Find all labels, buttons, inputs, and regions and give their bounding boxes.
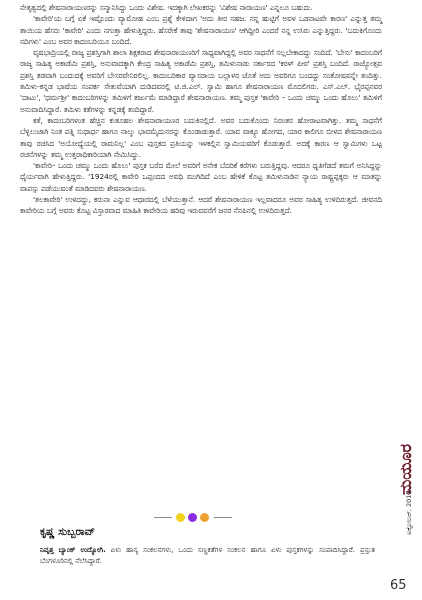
section-divider (154, 510, 244, 524)
divider-line-left (154, 517, 172, 518)
orange-dot-icon (200, 513, 209, 522)
paragraph-4: ಕತೆ, ಕಾದಂಬರಿಗಳಂತ ಹೆಚ್ಚಿನ ಕುತೂಹಲ ಶೇಷನಾರಾಯಣರ ಬದುಕಿನಲ್ಲಿದೆ. ಅವರ ಬದುಕೊಂದು ನಿರಂತರ ಹೋರಾಟವಾಗಿತ್ತು. ತಮ್ಮ ಸಾಧನೆಗೆ ಬೆಳ್ಳಿಲುಜಾಗಿ ನಿಂತ ಪತ್ನಿ ಸುಧಾರ್ಧ ಹಾಗೂ ನಾಲ್ಕು ಭಾವಮೈದುನರನ್ನು ಕೊಂಡಾಡುತ್ತಾರೆ. ಯಾವ ವಾಕ್ಯೂ ಹೋಗದ, ಯಾರ ಕಾಲಿಗೂ ಬೀಳದ ಶೇಷನಾರಾಯಣ ತಾವು ರಚಿಸಿದ 'ಅಯೋಧ್ಯೆಯಲ್ಲಿ ರಾಮನಿಲ್ಲ' ಎಂಬ ಪುಸ್ತಕದ ಪ್ರತಿಯನ್ನು ಇಳಕಲ್ಲಿನ ಸ್ವಾಮಿಯವರಿಗೆ ಕೊಡುತ್ತಾರೆ. ಅದಕ್ಕೆ ಕಾರಣ ಆ ಸ್ವಾಮಿಗಳು ಒಟ್ಟ ರಚನೆಗಳನ್ನು ತಮ್ಮ ಉತ್ತರಾಧಿಕಾರಿಯಾಗಿ ನೇಮಿಸಿದ್ದು. (20, 115, 382, 159)
author-bio (40, 545, 375, 567)
author-bio-lead: ನಿವೃತ್ತ ಬ್ಯಾಂಕ್ ಉದ್ಯೋಗಿ. (40, 546, 106, 554)
page-number: 65 (390, 578, 407, 593)
paragraph-1: ನೇತೃತ್ವದಲ್ಲಿ ಶೇಷನಾರಾಯಣರನ್ನು ಸನ್ಮಾನಿಸಿದ್ದು ಒಂದು ವಿಶೇಷ. ಇದಕ್ಕಾಗಿ ಲೇಖಕರನ್ನು 'ವಿಶೇಷ ನಾರಾಯಣ' ಎನ್ನಲೂ ಬಹುದು. (20, 3, 313, 12)
paragraph-5: 'ಕಾವೇರಿ– ಒಂದು ಚಮ್ಮು ಒಂದು ಹೊಲು' ಪುಸ್ತಕ ಬರೆದ ಮೇಲೆ ಅವರಿಗೆ ಅನೇಕ ಬೆದರಿಕೆ ಕರೆಗಳು ಬರುತ್ತಿದ್ದವು. ಆದರೂ ಧೃತಿಗೆಡದೆ ತಮಗೆ ಅನಿಸಿದ್ದನ್ನು ಧೈರ್ಯವಾಗಿ ಹೇಳುತ್ತಿದ್ದರು. '1924ರಲ್ಲಿ ಕಾವೇರಿ ಒಪ್ಪಂದದ ಅವಧಿ ಮುಗಿದಿದೆ ಎಂಬ ಹೇಳಿಕೆ ಕೊಟ್ಟ ತಮಿಳುನಾಡಿನ ನ್ಯಾಯ ರಾಷ್ಟ್ರಪ್ಪಕ್ಕರು ಆ ಮಾತನ್ನು ವಾಪಸ್ಸು ಪಡೆಯುವಂತೆ ಮಾಡಿದವರು ಶೇಷನಾರಾಯಣ. (20, 161, 382, 193)
magazine-masthead: ಮಯೂರ (396, 443, 415, 495)
yellow-dot-icon (176, 513, 185, 522)
author-name: ಕೃಷ್ಣ ಸುಬ್ಬರಾವ್ (40, 526, 95, 538)
issue-date: ಅಕ್ಟೋಬರ್, 2019 (405, 490, 413, 535)
purple-dot-icon (188, 513, 197, 522)
paragraph-2: 'ಕಾವೇರಿ'ಯ ಬಗ್ಗೆ ಏಕೆ ಇಷ್ಟೊಂದು ವ್ಯಾಮೋಹ ಎಂಬ ಪ್ರಶ್ನೆ ಕೇಳಿದಾಗ 'ಅದು ತೀರ ಸಹಜ. ನನ್ನ ಹುಟ್ಟಿಗೆ ಅವಳ ಒಡನಾಟವೇ ಕಾರಣ' ಎನ್ನುತ್ತ ತಮ್ಮ ತಾಯಿಯ ಹೆಸರು 'ಕಾವೇರಿ' ಎಂದು ನಗುತ್ತಾ ಹೇಳುತ್ತಿದ್ದರು. ಹೆಸರೇಕೆ ತಾವು 'ಶೇಷನಾರಾಯಣ' ಆಗಿದ್ದೀರಿ ಎಂದರೆ ನನ್ನ ಉಸಿರು ಎನ್ನುತ್ತಿದ್ದರು. 'ಬದುಕಿಗೊಂದು ನದಿಗಳು' ಎಂಬ ಅವರ ಕಾದಂಬರಿಯೂ ಬಂದಿದೆ. (20, 14, 382, 46)
paragraph-3: ವೃಷಭಾದ್ರಿಯಲ್ಲಿ ರಾಜ್ಯ ಪ್ರಶಸ್ತಿಗಾಗಿ ಶಾಲಾ ಶಿಕ್ಷಕರಾದ ಶೇಷನಾರಾಯಣರಿಗೆ ಸಾಧ್ಯವಾಗಿದ್ದಲ್ಲಿ ಅವರ ಸಾಧನೆಗೆ ಸಲ್ಲಬೇಕಾದದ್ದು ಸಂದಿದೆ. 'ಬೇಸು' ಕಾದಂಬರಿಗೆ ರಾಜ್ಯ ಸಾಹಿತ್ಯ ಅಕಾಡೆಮಿ ಪ್ರಶಸ್ತಿ, ಅನುವಾದಕ್ಕಾಗಿ ಕೇಂದ್ರ ಸಾಹಿತ್ಯ ಅಕಾಡೆಮಿ ಪ್ರಶಸ್ತಿ, ತಮಿಳುನಾಡು ಸರ್ಕಾರದ 'ಕರಳ್ ಪೀಠ' ಪ್ರಶಸ್ತಿ ಬಂದಿದೆ. ರಾಜ್ಯೋತ್ಸವ ಪ್ರಶಸ್ತಿ ತಡವಾಗಿ ಬಂದುದಕ್ಕೆ ಅವರಿಗೆ ಬೇಸರವೇನಿರಲಿಲ್ಲ. ಕಾದಂಬರಿಕಾರ ವ್ಯಾಸರಾಯ ಬಲ್ಲಾಳರ ಜೊತೆ ಅದು ಅವರಿಗೂ ಬಂದದ್ದು ಸಂತೋಷವನ್ನೇ ತಂದಿತ್ತು. ತಮಿಳು-ಕನ್ನಡ ಭಾಷೆಯ ಸಂಪರ್ಕ ಸೇತುವೆಯಾಗಿ ದುಡಿದವರಲ್ಲಿ ಟಿ.ಜಿ.ಎಲ್. ಸ್ವಾಮಿ ಹಾಗೂ ಶೇಷನಾರಾಯಣ ಮೊದಲಿಗರು. ಎಸ್.ಎಲ್. ಭೈರಪ್ಪನವರ 'ದಾಟು', 'ಧರ್ಮಶ್ರೀ' ಕಾದಂಬರಿಗಳನ್ನು ತಮಿಳಿಗೆ ತರ್ಜುಮೆ ಮಾಡಿದ್ದಾರೆ ಶೇಷನಾರಾಯಣ. ತಮ್ಮ ಪುಸ್ತಕ 'ಕಾವೇರಿ – ಒಂದು ಚಮ್ಮು ಒಂದು ಹೊಲು' ತಮಿಳಿಗೆ ಅನುವಾದಿಸಿದ್ದಾರೆ. ತಮಿಳು ಕತೆಗಳನ್ನು ಕನ್ನಡಕ್ಕೆ ತಂದಿದ್ದಾರೆ. (20, 48, 382, 114)
divider-line-right (214, 517, 232, 518)
article-body (20, 2, 382, 217)
author-bio-text: ಏಳು ಹಾಸ್ಯ ಸಂಕಲನಗಳು, ಒಂದು ಸಣ್ಣಕತೆಗಳ ಸಂಕಲನ ಹಾಗೂ ಏಳು ಪುಸ್ತಕಗಳನ್ನು ಸಂಪಾದಿಸಿದ್ದಾರೆ. ಪ್ರಸ್ತುತ ಬೆಂಗಳೂರಿನಲ್ಲಿ ನೆಲೆಸಿದ್ದಾರೆ. (40, 546, 375, 565)
paragraph-6: 'ತಲಕಾವೇರಿ' ಉಳಿದದ್ದು, ಕರುನಾ ಎನ್ನುವ ಆಧಾರದಲ್ಲಿ ಬೆಳೆಯುತ್ತಾನೆ. ಆದರೆ ಶೇಷನಾರಾಯಣ ಇಲ್ಲವಾದರೂ ಅವರ ಸಾಹಿತ್ಯ ಉಳಿದಿರುತ್ತದೆ. ಜೀವನದಿ ಕಾವೇರಿಯ ಬಗ್ಗೆ ಅವರು ಕೊಟ್ಟ ವಿಸ್ತಾರವಾದ ಮಾಹಿತಿ ಕಾವೇರಿಯ ಹರಿವು ಇರುವವರೆಗೆ ಜನರ ನೆನಪಿನಲ್ಲಿ ಉಳಿದಿರುತ್ತದೆ. (20, 195, 382, 216)
